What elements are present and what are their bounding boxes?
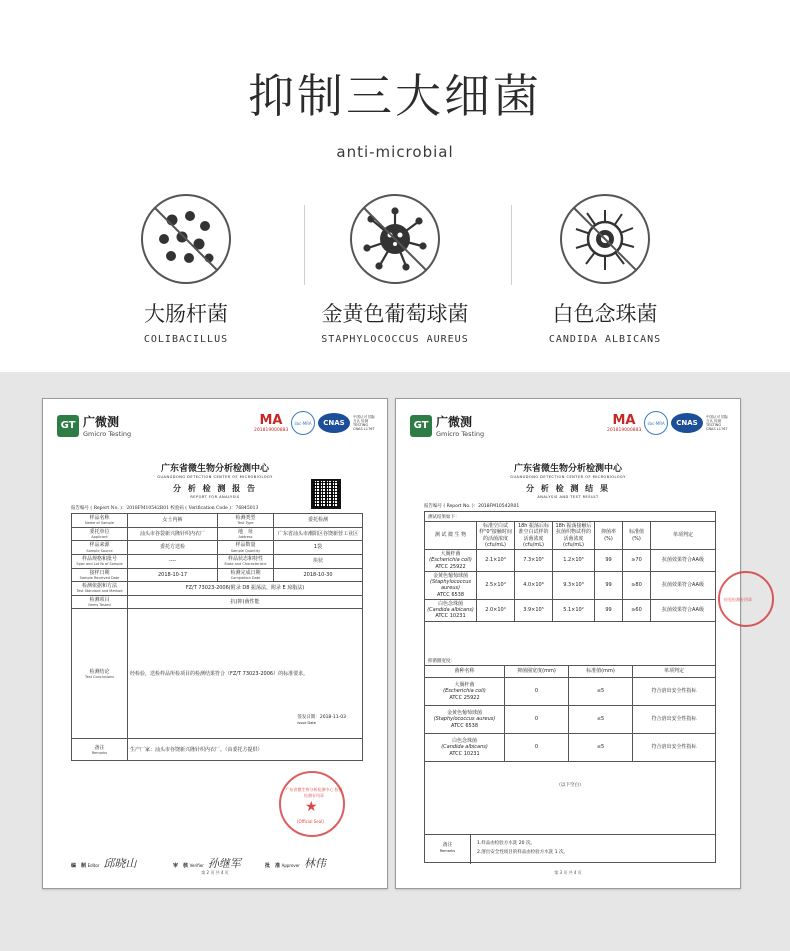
center-name-cn: 广东省微生物分析检测中心 — [513, 464, 622, 474]
bacteria-item-candida — [505, 192, 705, 345]
table-row: 检测依据和方法 Test Standard and Method FZ/T 73023-2006(附录 D8 振荡法、附录 E 琼脂法) — [72, 582, 363, 596]
editor-signature: 编 制 Editor 邱晓山 — [71, 857, 137, 870]
ilac-mra-icon: ilac-MRA — [644, 411, 668, 435]
table-row: 大肠杆菌 (Escherichia coli) ATCC 25922 0 ≤5 符合溶出安全性指标 — [425, 678, 716, 706]
spiky-bacteria-icon — [558, 192, 652, 286]
cnas-note: 中国认可 国际互认 检测 TESTING CNAS L1767 — [353, 414, 376, 432]
result-frame — [424, 511, 716, 863]
page-subtitle: anti-microbial — [336, 143, 454, 161]
page-number: 第 3 页 共 4 页 — [554, 870, 582, 875]
approver-signature: 批 准 Approver 林伟 — [265, 857, 326, 870]
inhibition-zone-table — [424, 665, 716, 762]
virus-bacteria-icon — [348, 192, 442, 286]
remarks-row: 备注 Remarks 1.样品由检验方水洗 20 次。 2.溶出安全性项目的样品由检验方水洗 1 次。 — [425, 834, 715, 863]
cnas-note: 中国认可 国际互认 检测 TESTING CNAS L1767 — [706, 414, 729, 432]
cnas-icon: CNAS — [318, 413, 350, 433]
result-heading-en: ANALYSIS AND TEST RESULT — [537, 495, 599, 499]
report-heading-en: REPORT FOR ANALYSIS — [190, 495, 240, 499]
logo-name-cn: 广微测 — [436, 415, 473, 429]
top-section — [0, 0, 790, 372]
ilac-mra-icon: ilac-MRA — [291, 411, 315, 435]
table-row: 检测结论 Test Conclusions 经检验，送检样品所检项目的检测结果符合（FZ/T 73023-2006）的标准要求。 签发日期：2018-11-03 Issue Date — [72, 609, 363, 739]
logo-name-en: Gmicro Testing — [436, 430, 485, 438]
table-row: 白色念珠菌 (Candida albicans) ATCC 10231 2.0×10⁴ 3.9×10⁵ 5.1×10² 99 ≥60 抗菌效果符合AA级 — [425, 599, 716, 621]
gmicro-logo-icon: GT — [57, 415, 79, 437]
bacteria-name-cn: 金黄色葡萄球菌 — [321, 302, 469, 326]
table-header-row: 菌种名称 抑菌圈宽度(mm) 标准值(mm) 单项判定 — [425, 666, 716, 678]
table-row: 金黄色葡萄球菌 (Staphylococcus aureus) ATCC 6538 2.5×10⁴ 4.0×10⁶ 9.3×10³ 99 ≥80 抗菌效果符合AA级 — [425, 571, 716, 599]
bacteria-name-en: STAPHYLOCOCCUS AUREUS — [321, 334, 469, 345]
accreditation-marks — [254, 411, 377, 435]
bacteria-name-en: CANDIDA ALBICANS — [548, 334, 662, 345]
table-header-row: 测 试 微 生 物 标准空白试样"0"接触时间的活菌浓度 (cfu/mL) 18h 振荡后标准空白试样的活菌浓度 (cfu/mL) 18h 振荡接触后抗菌织物试样的活菌浓度 (cfu/mL) 抑菌率 (%) 标准值 (%) 单项判定 — [425, 522, 716, 550]
table-row: 样品来源 Sample Source 委托方送检 样品数量 Sample Quantity 1袋 — [72, 541, 363, 555]
report-number: 报告编号 ( Report No. )：2018FM10542R01 校验码 ( Verification Code )：76845013 — [71, 506, 259, 511]
cma-mark: MA 201819000883 — [254, 413, 289, 433]
cma-mark: MA 201819000883 — [607, 413, 642, 433]
table-row: 备注 Remarks 生产厂家：汕头市谷饶新兴隆针织内衣厂。（由委托方提供） — [72, 739, 363, 761]
logo-name-cn: 广微测 — [83, 415, 120, 429]
table-row: 检测项目 Items Tested 抗(抑)菌性能 — [72, 595, 363, 609]
gmicro-logo — [57, 413, 131, 438]
center-name-en: GUANGDONG DETECTION CENTER OF MICROBIOLOGY — [510, 475, 626, 479]
report-number: 报告编号 ( Report No. )：2018FM10542R01 — [424, 504, 520, 509]
blank-note: （以下空白） — [556, 783, 584, 788]
page-title: 抑制三大细菌 — [248, 69, 542, 123]
table-row: 样品规格和批号 Spec and Lot № of Sample ---- 样品状态和特性 State and Characteristic 块状 — [72, 554, 363, 568]
seal-star-icon: ★ — [305, 799, 318, 815]
logo-name-en: Gmicro Testing — [83, 430, 132, 438]
verifier-signature: 审 核 Verifier 孙继军 — [173, 857, 241, 870]
gmicro-logo — [410, 413, 484, 438]
result-heading: 分 析 检 测 结 果 — [526, 484, 610, 493]
bacteria-name-en: COLIBACILLUS — [143, 334, 229, 345]
dots-bacteria-icon — [139, 192, 233, 286]
cnas-icon: CNAS — [671, 413, 703, 433]
issue-date: 签发日期：2018-11-03 Issue Date — [297, 715, 346, 725]
table-row: 大肠杆菌 (Escherichia coli) ATCC 25922 2.1×10⁴ 7.3×10⁵ 1.2×10⁵ 99 ≥70 抗菌效果符合AA级 — [425, 550, 716, 572]
official-seal-partial: 检验检测专用章 — [718, 571, 774, 627]
table-row: 接样日期 Sample Received Date 2018-10-17 检测完成日期 Completion Date 2018-10-30 — [72, 568, 363, 582]
table-row: 委托单位 Applicant 汕头市谷袋新兴隆针织内衣厂 地 址 Address 广东省汕头市潮阳区谷饶新营工业区 — [72, 527, 363, 541]
reports-section — [0, 372, 790, 951]
section-title: 抑菌圈宽度： — [428, 659, 455, 664]
table-row: 样品名称 Name of Sample 女士内裤 检测类型 Test Type 委托检测 — [72, 514, 363, 528]
official-seal: 广东省微生物分析检测中心 检验检测专用章 (Official Seal) ★ — [279, 771, 345, 837]
report-document-left — [42, 398, 388, 889]
sample-info-table — [71, 513, 363, 761]
page-number: 第 2 页 共 4 页 — [201, 870, 229, 875]
section-title: 测试结果如下： — [428, 515, 460, 520]
accreditation-marks — [607, 411, 730, 435]
bacteria-item-staphylococcus — [295, 192, 495, 345]
qr-code — [311, 479, 341, 509]
bacteria-item-colibacillus — [86, 192, 286, 345]
antibacterial-table — [424, 521, 716, 622]
center-name-en: GUANGDONG DETECTION CENTER OF MICROBIOLOGY — [157, 475, 273, 479]
gmicro-logo-icon: GT — [410, 415, 432, 437]
report-document-right — [395, 398, 752, 889]
report-heading: 分 析 检 测 报 告 — [173, 484, 257, 493]
table-row: 白色念珠菌 (Candida albicans) ATCC 10231 0 ≤5 符合溶出安全性指标 — [425, 734, 716, 762]
center-name-cn: 广东省微生物分析检测中心 — [160, 464, 269, 474]
table-row: 金黄色葡萄球菌 (Staphylococcus aureus) ATCC 6538 0 ≤5 符合溶出安全性指标 — [425, 706, 716, 734]
conclusion-text: 经检验，送检样品所检项目的检测结果符合（FZ/T 73023-2006）的标准要求。 — [130, 670, 309, 677]
bacteria-name-cn: 白色念珠菌 — [552, 302, 658, 326]
bacteria-name-cn: 大肠杆菌 — [144, 302, 228, 326]
